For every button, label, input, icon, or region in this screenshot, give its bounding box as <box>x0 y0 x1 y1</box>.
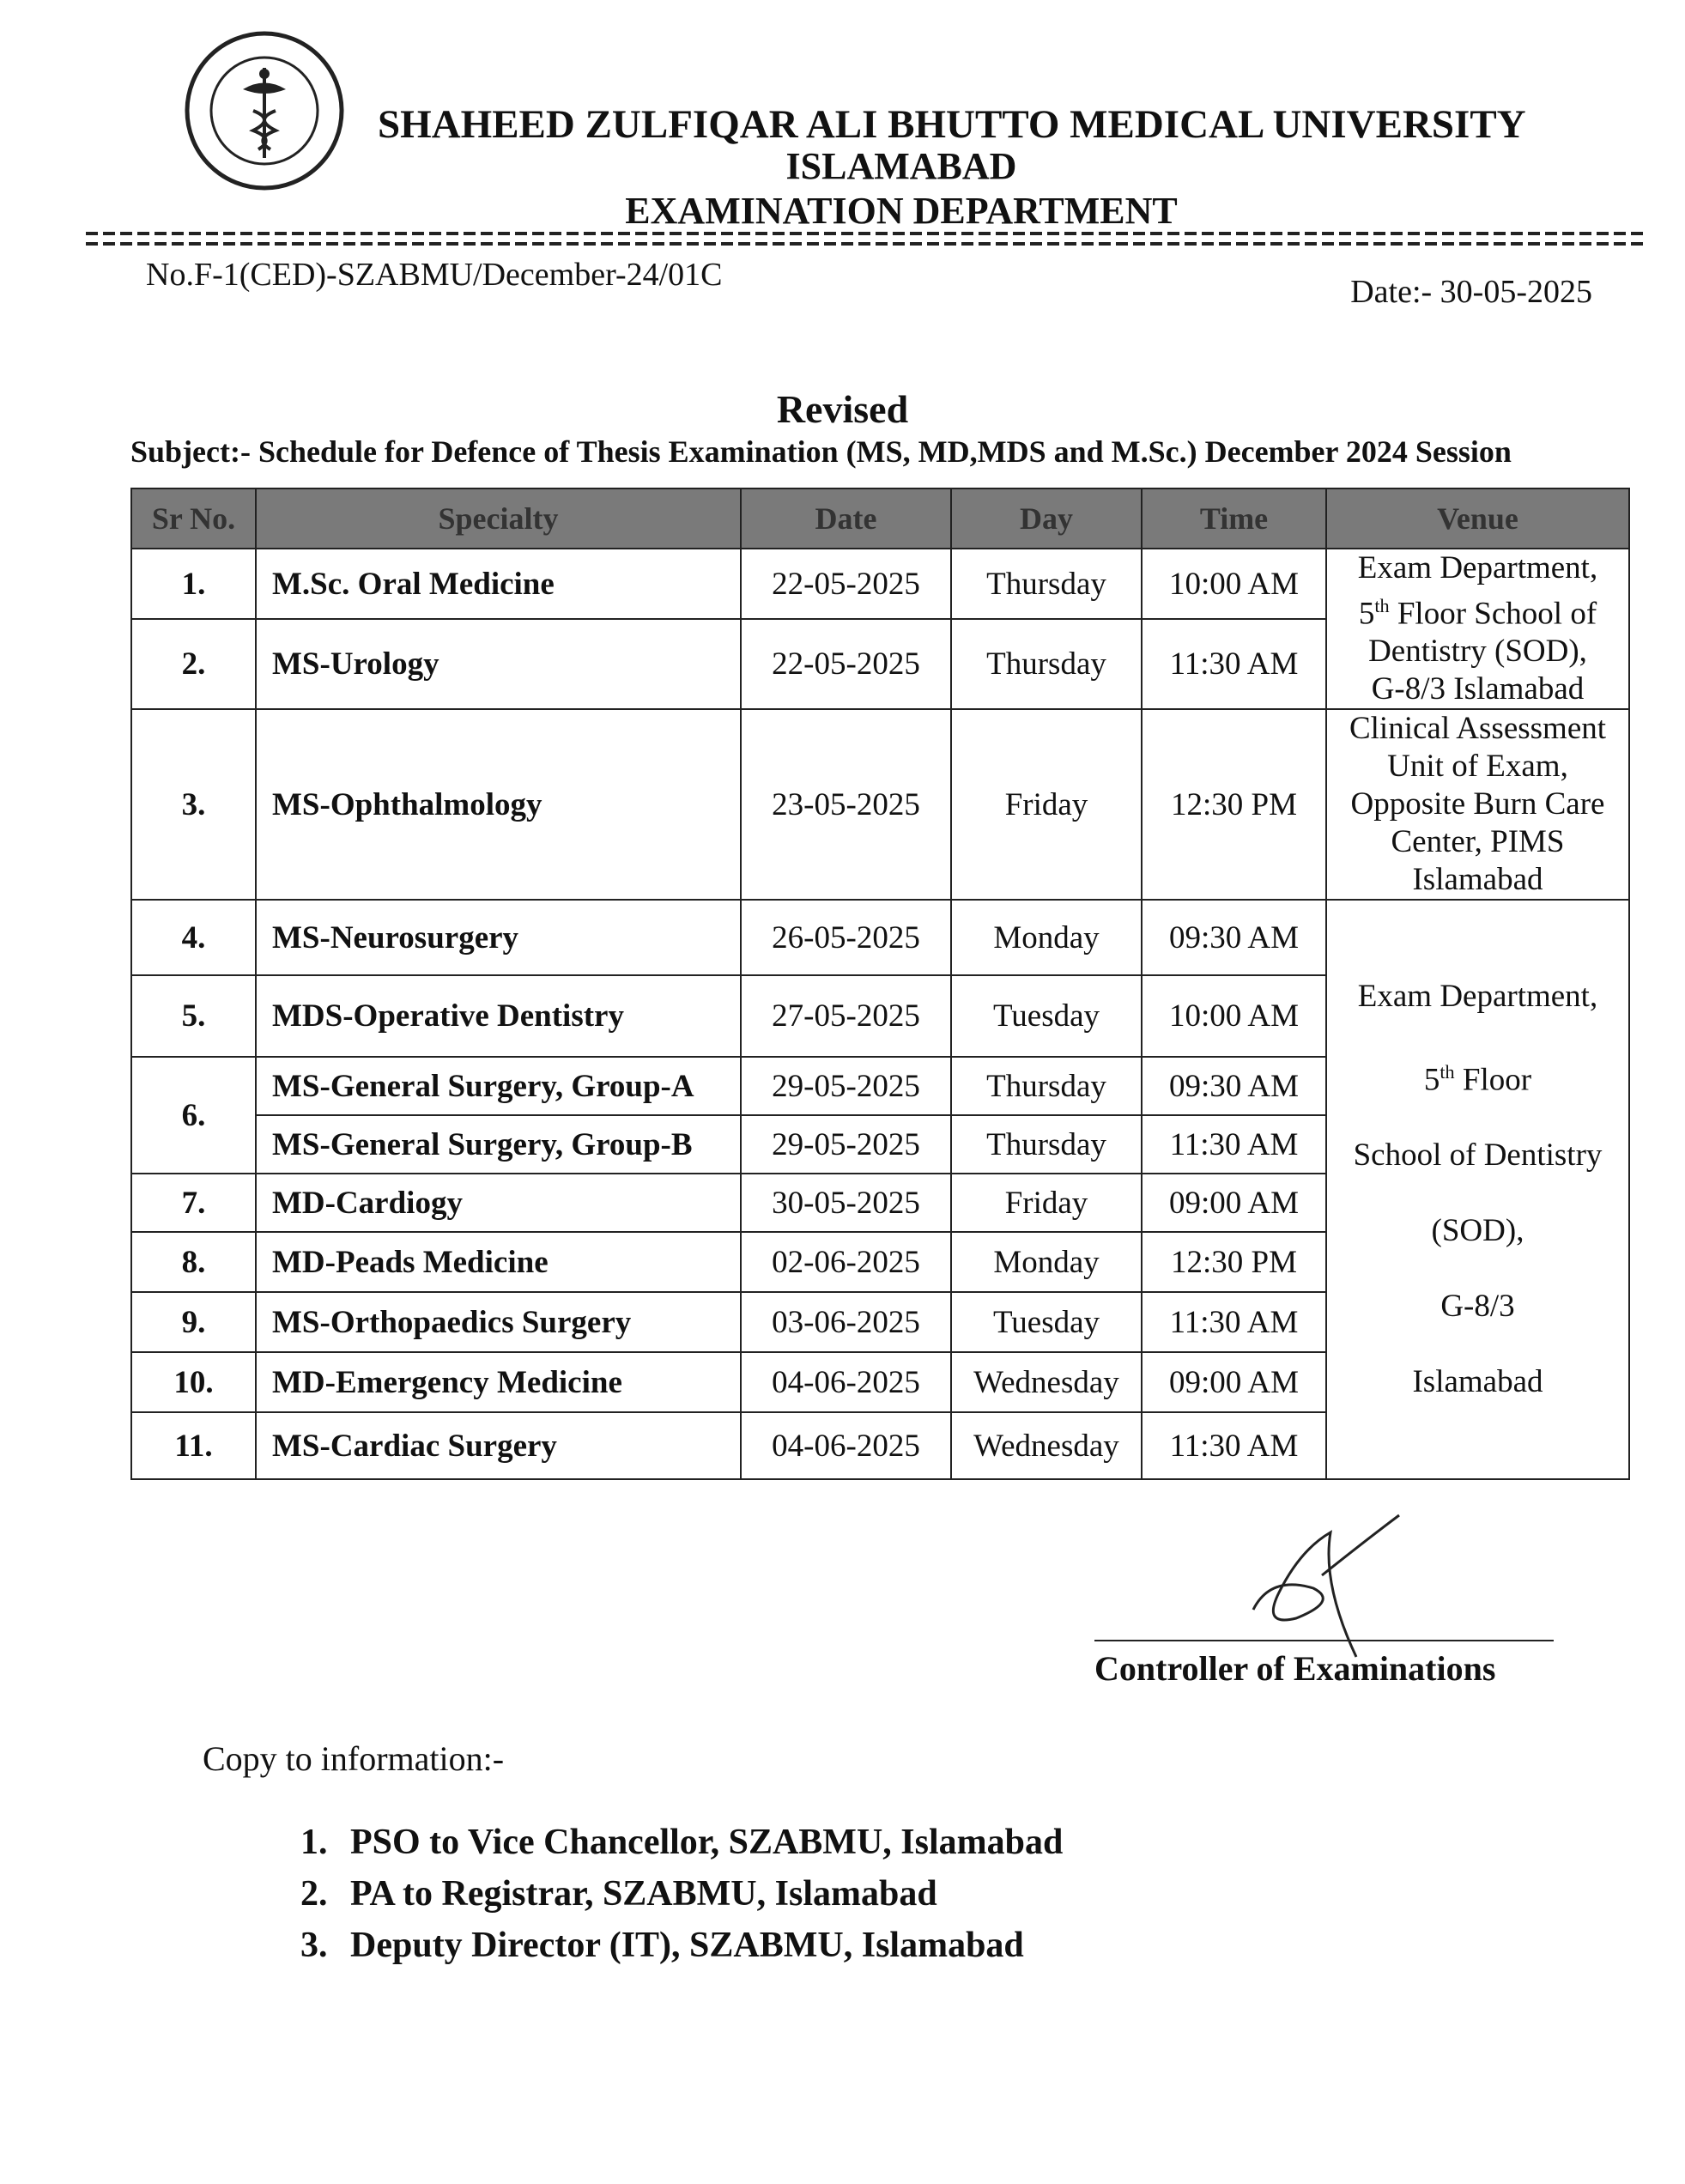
list-item <box>300 1920 1063 1971</box>
venue-line: Islamabad <box>1412 1364 1543 1400</box>
venue-line: Dentistry (SOD), <box>1368 634 1587 670</box>
row-specialty: MS-General Surgery, Group-A <box>256 1057 741 1115</box>
row-sr: 2. <box>131 619 256 709</box>
row-time: 12:30 PM <box>1142 1232 1326 1292</box>
row-specialty: MD-Emergency Medicine <box>256 1352 741 1412</box>
row-specialty: MDS-Operative Dentistry <box>256 975 741 1057</box>
row-date: 29-05-2025 <box>741 1057 951 1115</box>
header-divider-second <box>86 242 1648 246</box>
signature <box>1219 1507 1459 1661</box>
venue-line: 5th Floor <box>1423 1061 1532 1098</box>
schedule-table <box>130 488 1630 1480</box>
venue-line: Islamabad <box>1412 862 1543 898</box>
row-date: 26-05-2025 <box>741 900 951 975</box>
row-day: Monday <box>951 900 1142 975</box>
row-specialty: MS-General Surgery, Group-B <box>256 1115 741 1174</box>
list-item <box>300 1868 1063 1920</box>
venue-line: G-8/3 Islamabad <box>1371 671 1585 707</box>
row-sr: 9. <box>131 1292 256 1352</box>
row-time: 10:00 AM <box>1142 549 1326 619</box>
row-sr: 4. <box>131 900 256 975</box>
venue-cell <box>1326 549 1629 709</box>
venue-line: Exam Department, <box>1357 550 1598 585</box>
venue-line: Center, PIMS <box>1391 824 1565 860</box>
row-specialty: MD-Peads Medicine <box>256 1232 741 1292</box>
row-time: 09:30 AM <box>1142 900 1326 975</box>
university-name: SHAHEED ZULFIQAR ALI BHUTTO MEDICAL UNIVERSITY <box>378 102 1526 147</box>
reference-number: No.F-1(CED)-SZABMU/December-24/01C <box>146 257 723 293</box>
university-city: ISLAMABAD <box>785 145 1017 187</box>
row-time: 09:00 AM <box>1142 1174 1326 1232</box>
row-date: 29-05-2025 <box>741 1115 951 1174</box>
copy-to-list <box>300 1817 1063 1971</box>
list-text: PSO to Vice Chancellor, SZABMU, Islamabad <box>350 1823 1064 1862</box>
row-specialty: MS-Cardiac Surgery <box>256 1412 741 1479</box>
header-time: Time <box>1142 488 1326 549</box>
venue-line: G-8/3 <box>1440 1289 1515 1325</box>
document-date: Date:- 30-05-2025 <box>1350 274 1592 310</box>
row-time: 11:30 AM <box>1142 1412 1326 1479</box>
row-day: Friday <box>951 709 1142 900</box>
signatory-title: Controller of Examinations <box>1094 1649 1496 1688</box>
subject-line: Subject:- Schedule for Defence of Thesis Examination (MS, MD,MDS and M.Sc.) December 2024 Session <box>130 434 1512 469</box>
row-date: 22-05-2025 <box>741 549 951 619</box>
row-day: Thursday <box>951 1115 1142 1174</box>
venue-line: School of Dentistry <box>1353 1138 1603 1174</box>
table-row <box>131 549 1629 619</box>
row-date: 03-06-2025 <box>741 1292 951 1352</box>
list-number: 2. <box>300 1874 328 1914</box>
venue-line: 5th Floor School of <box>1358 595 1597 632</box>
row-time: 11:30 AM <box>1142 619 1326 709</box>
list-text: PA to Registrar, SZABMU, Islamabad <box>350 1874 937 1914</box>
row-sr: 7. <box>131 1174 256 1232</box>
table-header-row <box>131 488 1629 549</box>
row-specialty: MS-Urology <box>256 619 741 709</box>
row-date: 23-05-2025 <box>741 709 951 900</box>
row-specialty: MS-Orthopaedics Surgery <box>256 1292 741 1352</box>
venue-line: (SOD), <box>1431 1213 1524 1249</box>
list-number: 1. <box>300 1823 328 1862</box>
row-specialty: MS-Neurosurgery <box>256 900 741 975</box>
list-text: Deputy Director (IT), SZABMU, Islamabad <box>350 1926 1024 1965</box>
row-date: 04-06-2025 <box>741 1412 951 1479</box>
venue-cell <box>1326 709 1629 900</box>
signature-line <box>1094 1640 1554 1641</box>
row-sr: 8. <box>131 1232 256 1292</box>
row-sr: 5. <box>131 975 256 1057</box>
row-sr: 3. <box>131 709 256 900</box>
document-title: Revised <box>776 387 909 431</box>
row-date: 30-05-2025 <box>741 1174 951 1232</box>
row-time: 12:30 PM <box>1142 709 1326 900</box>
row-day: Friday <box>951 1174 1142 1232</box>
table-row <box>131 709 1629 900</box>
department-name: EXAMINATION DEPARTMENT <box>625 190 1178 232</box>
header-sr-no: Sr No. <box>131 488 256 549</box>
list-item <box>300 1817 1063 1868</box>
row-sr: 6. <box>131 1057 256 1174</box>
venue-line: Clinical Assessment <box>1349 711 1607 747</box>
row-specialty: MS-Ophthalmology <box>256 709 741 900</box>
row-time: 10:00 AM <box>1142 975 1326 1057</box>
venue-line: Opposite Burn Care <box>1350 786 1605 822</box>
row-date: 27-05-2025 <box>741 975 951 1057</box>
venue-line: Exam Department, <box>1357 979 1598 1015</box>
header-date: Date <box>741 488 951 549</box>
header-divider <box>86 232 1648 235</box>
row-day: Wednesday <box>951 1412 1142 1479</box>
row-day: Monday <box>951 1232 1142 1292</box>
list-number: 3. <box>300 1926 328 1965</box>
row-day: Thursday <box>951 619 1142 709</box>
row-sr: 1. <box>131 549 256 619</box>
copy-to-heading: Copy to information:- <box>203 1739 505 1778</box>
row-specialty: M.Sc. Oral Medicine <box>256 549 741 619</box>
venue-line: Unit of Exam, <box>1387 749 1568 785</box>
header-specialty: Specialty <box>256 488 741 549</box>
row-date: 02-06-2025 <box>741 1232 951 1292</box>
university-seal-logo <box>183 29 346 192</box>
row-sr: 10. <box>131 1352 256 1412</box>
row-day: Thursday <box>951 549 1142 619</box>
row-date: 04-06-2025 <box>741 1352 951 1412</box>
table-row <box>131 900 1629 975</box>
row-day: Tuesday <box>951 975 1142 1057</box>
row-time: 11:30 AM <box>1142 1292 1326 1352</box>
row-day: Wednesday <box>951 1352 1142 1412</box>
row-day: Thursday <box>951 1057 1142 1115</box>
header-day: Day <box>951 488 1142 549</box>
venue-cell <box>1326 900 1629 1479</box>
row-date: 22-05-2025 <box>741 619 951 709</box>
header-venue: Venue <box>1326 488 1629 549</box>
row-specialty: MD-Cardiogy <box>256 1174 741 1232</box>
row-day: Tuesday <box>951 1292 1142 1352</box>
row-time: 09:30 AM <box>1142 1057 1326 1115</box>
row-time: 09:00 AM <box>1142 1352 1326 1412</box>
row-sr: 11. <box>131 1412 256 1479</box>
row-time: 11:30 AM <box>1142 1115 1326 1174</box>
